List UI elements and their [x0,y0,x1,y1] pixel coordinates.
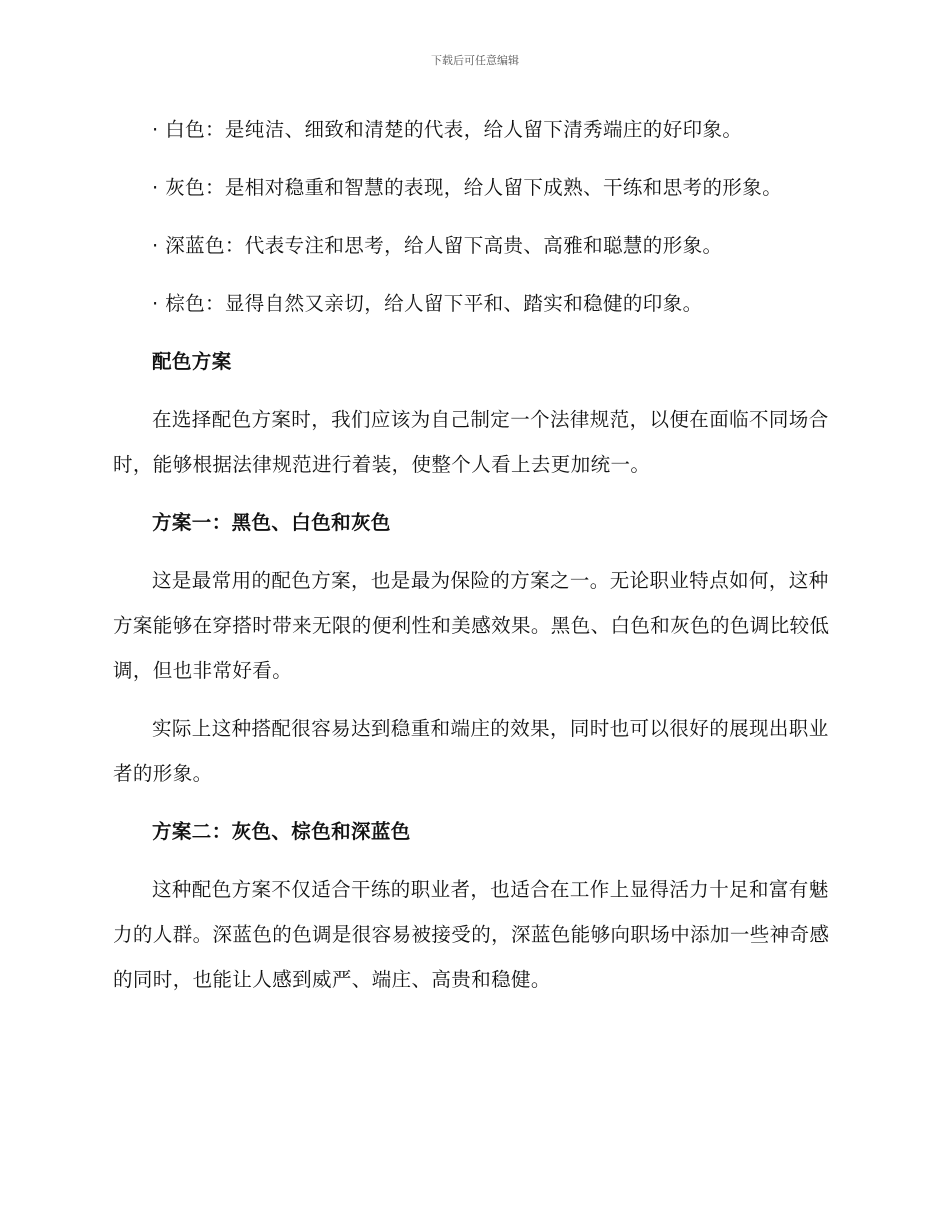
bullet-gray: · 灰色：是相对稳重和智慧的表现，给人留下成熟、干练和思考的形象。 [152,176,783,199]
bullet-brown: · 棕色：显得自然又亲切，给人留下平和、踏实和稳健的印象。 [152,292,703,315]
bullet-white: · 白色：是纯洁、细致和清楚的代表，给人留下清秀端庄的好印象。 [152,118,743,141]
bullet-navy: · 深蓝色：代表专注和思考，给人留下高贵、高雅和聪慧的形象。 [152,234,723,257]
page-header: 下载后可任意编辑 [431,54,519,67]
section-heading-color-scheme: 配色方案 [152,350,232,373]
paragraph-scheme-one-effect: 实际上这种搭配很容易达到稳重和端庄的效果，同时也可以很好的展现出职业者的形象。 [113,717,829,785]
paragraph-scheme-two-description: 这种配色方案不仅适合干练的职业者，也适合在工作上显得活力十足和富有魅力的人群。深蓝色的色调是很容易被接受的，深蓝色能够向职场中添加一些神奇感的同时，也能让人感到威严、端庄、高贵和稳健。 [113,878,830,991]
document-body [113,107,833,1015]
section-heading-scheme-one: 方案一：黑色、白色和灰色 [152,511,391,534]
paragraph-scheme-one-description: 这是最常用的配色方案，也是最为保险的方案之一。无论职业特点如何，这种方案能够在穿搭时带来无限的便利性和美感效果。黑色、白色和灰色的色调比较低调，但也非常好看。 [113,569,830,682]
paragraph-intro: 在选择配色方案时，我们应该为自己制定一个法律规范，以便在面临不同场合时，能够根据法律规范进行着装，使整个人看上去更加统一。 [113,408,829,476]
section-heading-scheme-two: 方案二：灰色、棕色和深蓝色 [152,820,411,843]
